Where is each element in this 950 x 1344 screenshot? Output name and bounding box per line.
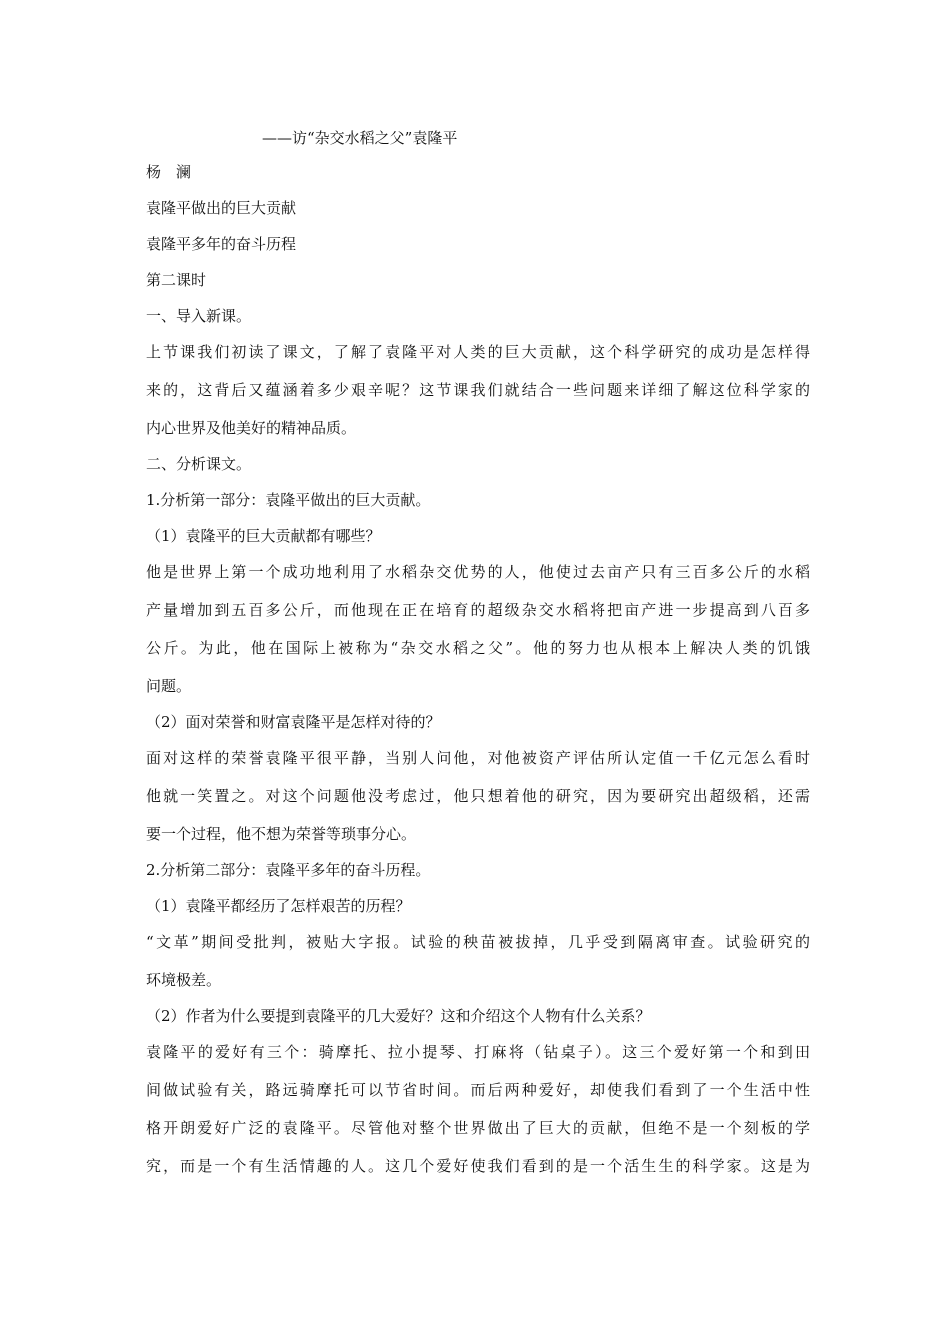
question-1: （1）袁隆平的巨大贡献都有哪些？ — [146, 527, 381, 545]
document-body — [146, 160, 810, 1190]
paragraph-line: 他就一笑置之。对这个问题他没考虑过，他只想着他的研究，因为要研究出超级稻，还需 — [146, 787, 810, 805]
question-3: （1）袁隆平都经历了怎样艰苦的历程？ — [146, 897, 411, 915]
author-name: 杨 澜 — [146, 163, 192, 181]
paragraph-line: 格开朗爱好广泛的袁隆平。尽管他对整个世界做出了巨大的贡献，但绝不是一个刻板的学 — [146, 1119, 810, 1137]
article-subtitle: ——访“杂交水稻之父”袁隆平 — [262, 129, 458, 147]
intro-paragraph — [146, 340, 810, 440]
outline-item-struggle: 袁隆平多年的奋斗历程 — [146, 235, 297, 253]
paragraph-line: 公斤。为此，他在国际上被称为“杂交水稻之父”。他的努力也从根本上解决人类的饥饿 — [146, 639, 810, 657]
paragraph-line: 他是世界上第一个成功地利用了水稻杂交优势的人，他使过去亩产只有三百多公斤的水稻 — [146, 563, 810, 581]
answer-3-paragraph — [146, 930, 810, 992]
question-2: （2）面对荣誉和财富袁隆平是怎样对待的？ — [146, 713, 441, 731]
paragraph-line: 产量增加到五百多公斤，而他现在正在培育的超级杂交水稻将把亩产进一步提高到八百多 — [146, 601, 810, 619]
paragraph-line: 要一个过程，他不想为荣誉等琐事分心。 — [146, 825, 417, 843]
paragraph-line: 袁隆平的爱好有三个：骑摩托、拉小提琴、打麻将（钻桌子）。这三个爱好第一个和到田 — [146, 1043, 810, 1061]
answer-1-paragraph — [146, 560, 810, 698]
paragraph-line: 环境极差。 — [146, 971, 222, 989]
lesson-heading: 第二课时 — [146, 271, 207, 289]
paragraph-line: 究，而是一个有生活情趣的人。这几个爱好使我们看到的是一个活生生的科学家。这是为 — [146, 1157, 810, 1175]
paragraph-line: 内心世界及他美好的精神品质。 — [146, 419, 357, 437]
paragraph-line: 来的，这背后又蕴涵着多少艰辛呢？这节课我们就结合一些问题来详细了解这位科学家的 — [146, 381, 810, 399]
section-heading-intro: 一、导入新课。 — [146, 307, 252, 325]
paragraph-line: 上节课我们初读了课文，了解了袁隆平对人类的巨大贡献，这个科学研究的成功是怎样得 — [146, 343, 810, 361]
section-heading-analysis: 二、分析课文。 — [146, 455, 252, 473]
outline-item-contribution: 袁隆平做出的巨大贡献 — [146, 199, 297, 217]
paragraph-line: 面对这样的荣誉袁隆平很平静，当别人问他，对他被资产评估所认定值一千亿元怎么看时 — [146, 749, 810, 767]
paragraph-line: “文革”期间受批判，被贴大字报。试验的秧苗被拔掉，几乎受到隔离审查。试验研究的 — [146, 933, 810, 951]
answer-4-paragraph — [146, 1040, 810, 1178]
paragraph-line: 问题。 — [146, 677, 192, 695]
answer-2-paragraph — [146, 746, 810, 846]
question-4: （2）作者为什么要提到袁隆平的几大爱好？这和介绍这个人物有什么关系？ — [146, 1007, 651, 1025]
paragraph-line: 间做试验有关，路远骑摩托可以节省时间。而后两种爱好，却使我们看到了一个生活中性 — [146, 1081, 810, 1099]
part2-heading: 2.分析第二部分：袁隆平多年的奋斗历程。 — [146, 861, 431, 879]
part1-heading: 1.分析第一部分：袁隆平做出的巨大贡献。 — [146, 491, 431, 509]
